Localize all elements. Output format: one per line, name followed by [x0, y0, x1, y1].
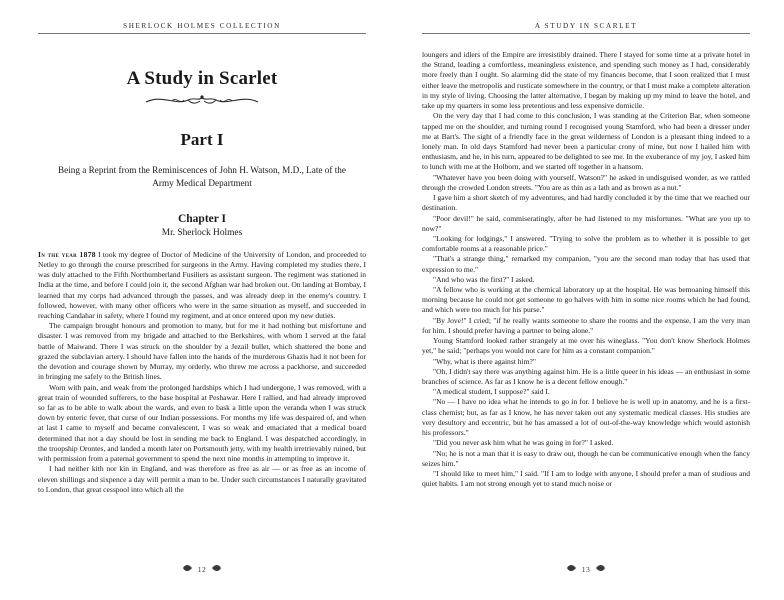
flourish-ornament: [38, 92, 366, 108]
running-head-left: SHERLOCK HOLMES COLLECTION: [38, 22, 366, 34]
chapter-title: Chapter I: [177, 212, 227, 225]
paragraph: Worn with pain, and weak from the prolonged hardships which I had undergone, I was removed, with a great train of wounded sufferers, to the base hospital at Peshawar. Here I rallied, and had already improved so far as to be able to walk about the wards, and even to bask a little upon the veranda when I was struck down by enteric fever, that curse of our Indian possessions. For months my life was despaired of, and when at last I came to myself and became convalescent, I was so weak and emaciated that a medical board determined that not a day should be lost in sending me back to England. I was despatched accordingly, in the troopship Orontes, and landed a month later on Portsmouth jetty, with my health irretrievably ruined, but with permission from a paternal government to spend the next nine months in attempting to improve it.: [38, 382, 366, 464]
paragraph: "Oh, I didn't say there was anything against him. He is a little queer in his ideas — an enthusiast in some branches of science. As far as I know he is a decent fellow enough.": [422, 366, 750, 386]
paragraph: "By Jove!" I cried; "if he really wants someone to share the rooms and the expense, I am the very man for him. I should prefer having a partner to being alone.": [422, 315, 750, 335]
paragraph: [38, 250, 366, 322]
paragraph: "Why, what is there against him?": [433, 356, 536, 366]
paragraph: "I should like to meet him," I said. "If I am to lodge with anyone, I should prefer a man of studious and quiet habits. I am not strong enough yet to stand much noise or: [422, 468, 750, 489]
paragraph: "That's a strange thing," remarked my companion, "you are the second man today that has used that expression to me.": [422, 254, 750, 274]
paragraph: "A fellow who is working at the chemical laboratory up at the hospital. He was bemoaning himself this morning because he could not get someone to go halves with him in some nice rooms which he had found, and which were too much for his purse.": [422, 285, 750, 315]
paragraph: I had neither kith nor kin in England, and was therefore as free as air — or as free as an income of eleven shillings and sixpence a day will permit a man to be. Under such circumstances I naturally gravitated to London, that great cesspool into which all the: [38, 464, 366, 494]
leaf-ornament: [211, 564, 222, 574]
paragraph: loungers and idlers of the Empire are irresistibly drained. There I stayed for some time at a private hotel in the Strand, leading a comfortless, meaningless existence, and spending such money as I had, considerably more freely than I ought. So alarming did the state of my finances become, that I soon realized that I must either leave the metropolis and rusticate somewhere in the country, or that I must make a complete alteration in my style of living. Choosing the latter alternative, I began by making up my mind to leave the hotel, and take up my quarters in some less pretentious and less expensive domicile.: [422, 50, 750, 111]
folio-left: [38, 556, 366, 574]
page-number: 13: [581, 564, 591, 574]
paragraph: "Poor devil!" he said, commiseratingly, after he had listened to my misfortunes. "What are you up to now?": [422, 213, 750, 233]
paragraph: "No — I have no idea what he intends to go in for. I believe he is well up in anatomy, and he is a first-class chemist; but, as far as I know, he has never taken out any systematic medical classes. His studies are very desultory and eccentric, but he has amassed a lot of out-of-the-way knowledge which would astonish his professors.": [422, 397, 750, 438]
paragraph-lead: In the year 1878: [38, 249, 96, 259]
paragraph: "Did you never ask him what he was going in for?" I asked.: [433, 438, 614, 448]
paragraph: "And who was the first?" I asked.: [433, 274, 535, 284]
paragraph: The campaign brought honours and promotion to many, but for me it had nothing but misfortune and disaster. I was removed from my brigade and attached to the Berkshires, with whom I served at the fatal battle of Maiwand. There I was struck on the shoulder by a Jezail bullet, which shattered the bone and grazed the subclavian artery. I should have fallen into the hands of the murderous Ghazis had it not been for the devotion and courage shown by Murray, my orderly, who threw me across a packhorse, and succeeded in bringing me safely to the British lines.: [38, 321, 366, 382]
paragraph: I gave him a short sketch of my adventures, and had hardly concluded it by the time that we reached our destination.: [422, 193, 750, 213]
right-page: [392, 0, 784, 600]
paragraph: "No; he is not a man that it is easy to draw out, though he can be communicative enough when the fancy seizes him.": [422, 448, 750, 468]
leaf-ornament: [595, 564, 606, 574]
running-head-right: A STUDY IN SCARLET: [422, 22, 750, 34]
right-page-content: [422, 50, 750, 556]
folio-right: [422, 556, 750, 574]
paragraph: Young Stamford looked rather strangely at me over his wineglass. "You don't know Sherlock Holmes yet," he said; "perhaps you would not care for him as a constant companion.": [422, 336, 750, 356]
book-title: A Study in Scarlet: [126, 68, 278, 89]
paragraph: On the very day that I had come to this conclusion, I was standing at the Criterion Bar, when someone tapped me on the shoulder, and turning round I recognised young Stamford, who had been a dresser under me at Bart's. The sight of a friendly face in the great wilderness of London is a pleasant thing indeed to a lonely man. In old days Stamford had never been a particular crony of mine, but now I hailed him with enthusiasm, and he, in his turn, appeared to be delighted to see me. In the exuberance of my joy, I asked him to lunch with me at the Holborn, and we started off together in a hansom.: [422, 111, 750, 172]
chapter-subtitle: Mr. Sherlock Holmes: [161, 227, 243, 238]
part-subtitle: Being a Reprint from the Reminiscences of John H. Watson, M.D., Late of the Army Medical Department: [58, 165, 346, 189]
part-title: Part I: [180, 130, 224, 149]
paragraph-text: I took my degree of Doctor of Medicine of the University of London, and proceeded to Netley to go through the course prescribed for surgeons in the Army. Having completed my studies there, I was duly attached to the Fifth Northumberland Fusiliers as assistant surgeon. The regiment was stationed in India at the time, and before I could join it, the second Afghan war had broken out. On landing at Bombay, I learned that my corps had advanced through the passes, and was already deep in the enemy's country. I followed, however, with many other officers who were in the same situation as myself, and succeeded in reaching Candahar in safety, where I found my regiment, and at once entered upon my new duties.: [38, 249, 366, 320]
leaf-ornament: [566, 564, 577, 574]
leaf-ornament: [182, 564, 193, 574]
paragraph: "A medical student, I suppose?" said I.: [433, 387, 550, 397]
left-page-content: [38, 50, 366, 556]
page-number: 12: [197, 564, 207, 574]
paragraph: "Whatever have you been doing with yourself, Watson?" he asked in undisguised wonder, as we rattled through the crowded London streets. "You are as thin as a lath and as brown as a nut.": [422, 172, 750, 192]
paragraph: "Looking for lodgings," I answered. "Trying to solve the problem as to whether it is possible to get comfortable rooms at a reasonable price.": [422, 233, 750, 254]
